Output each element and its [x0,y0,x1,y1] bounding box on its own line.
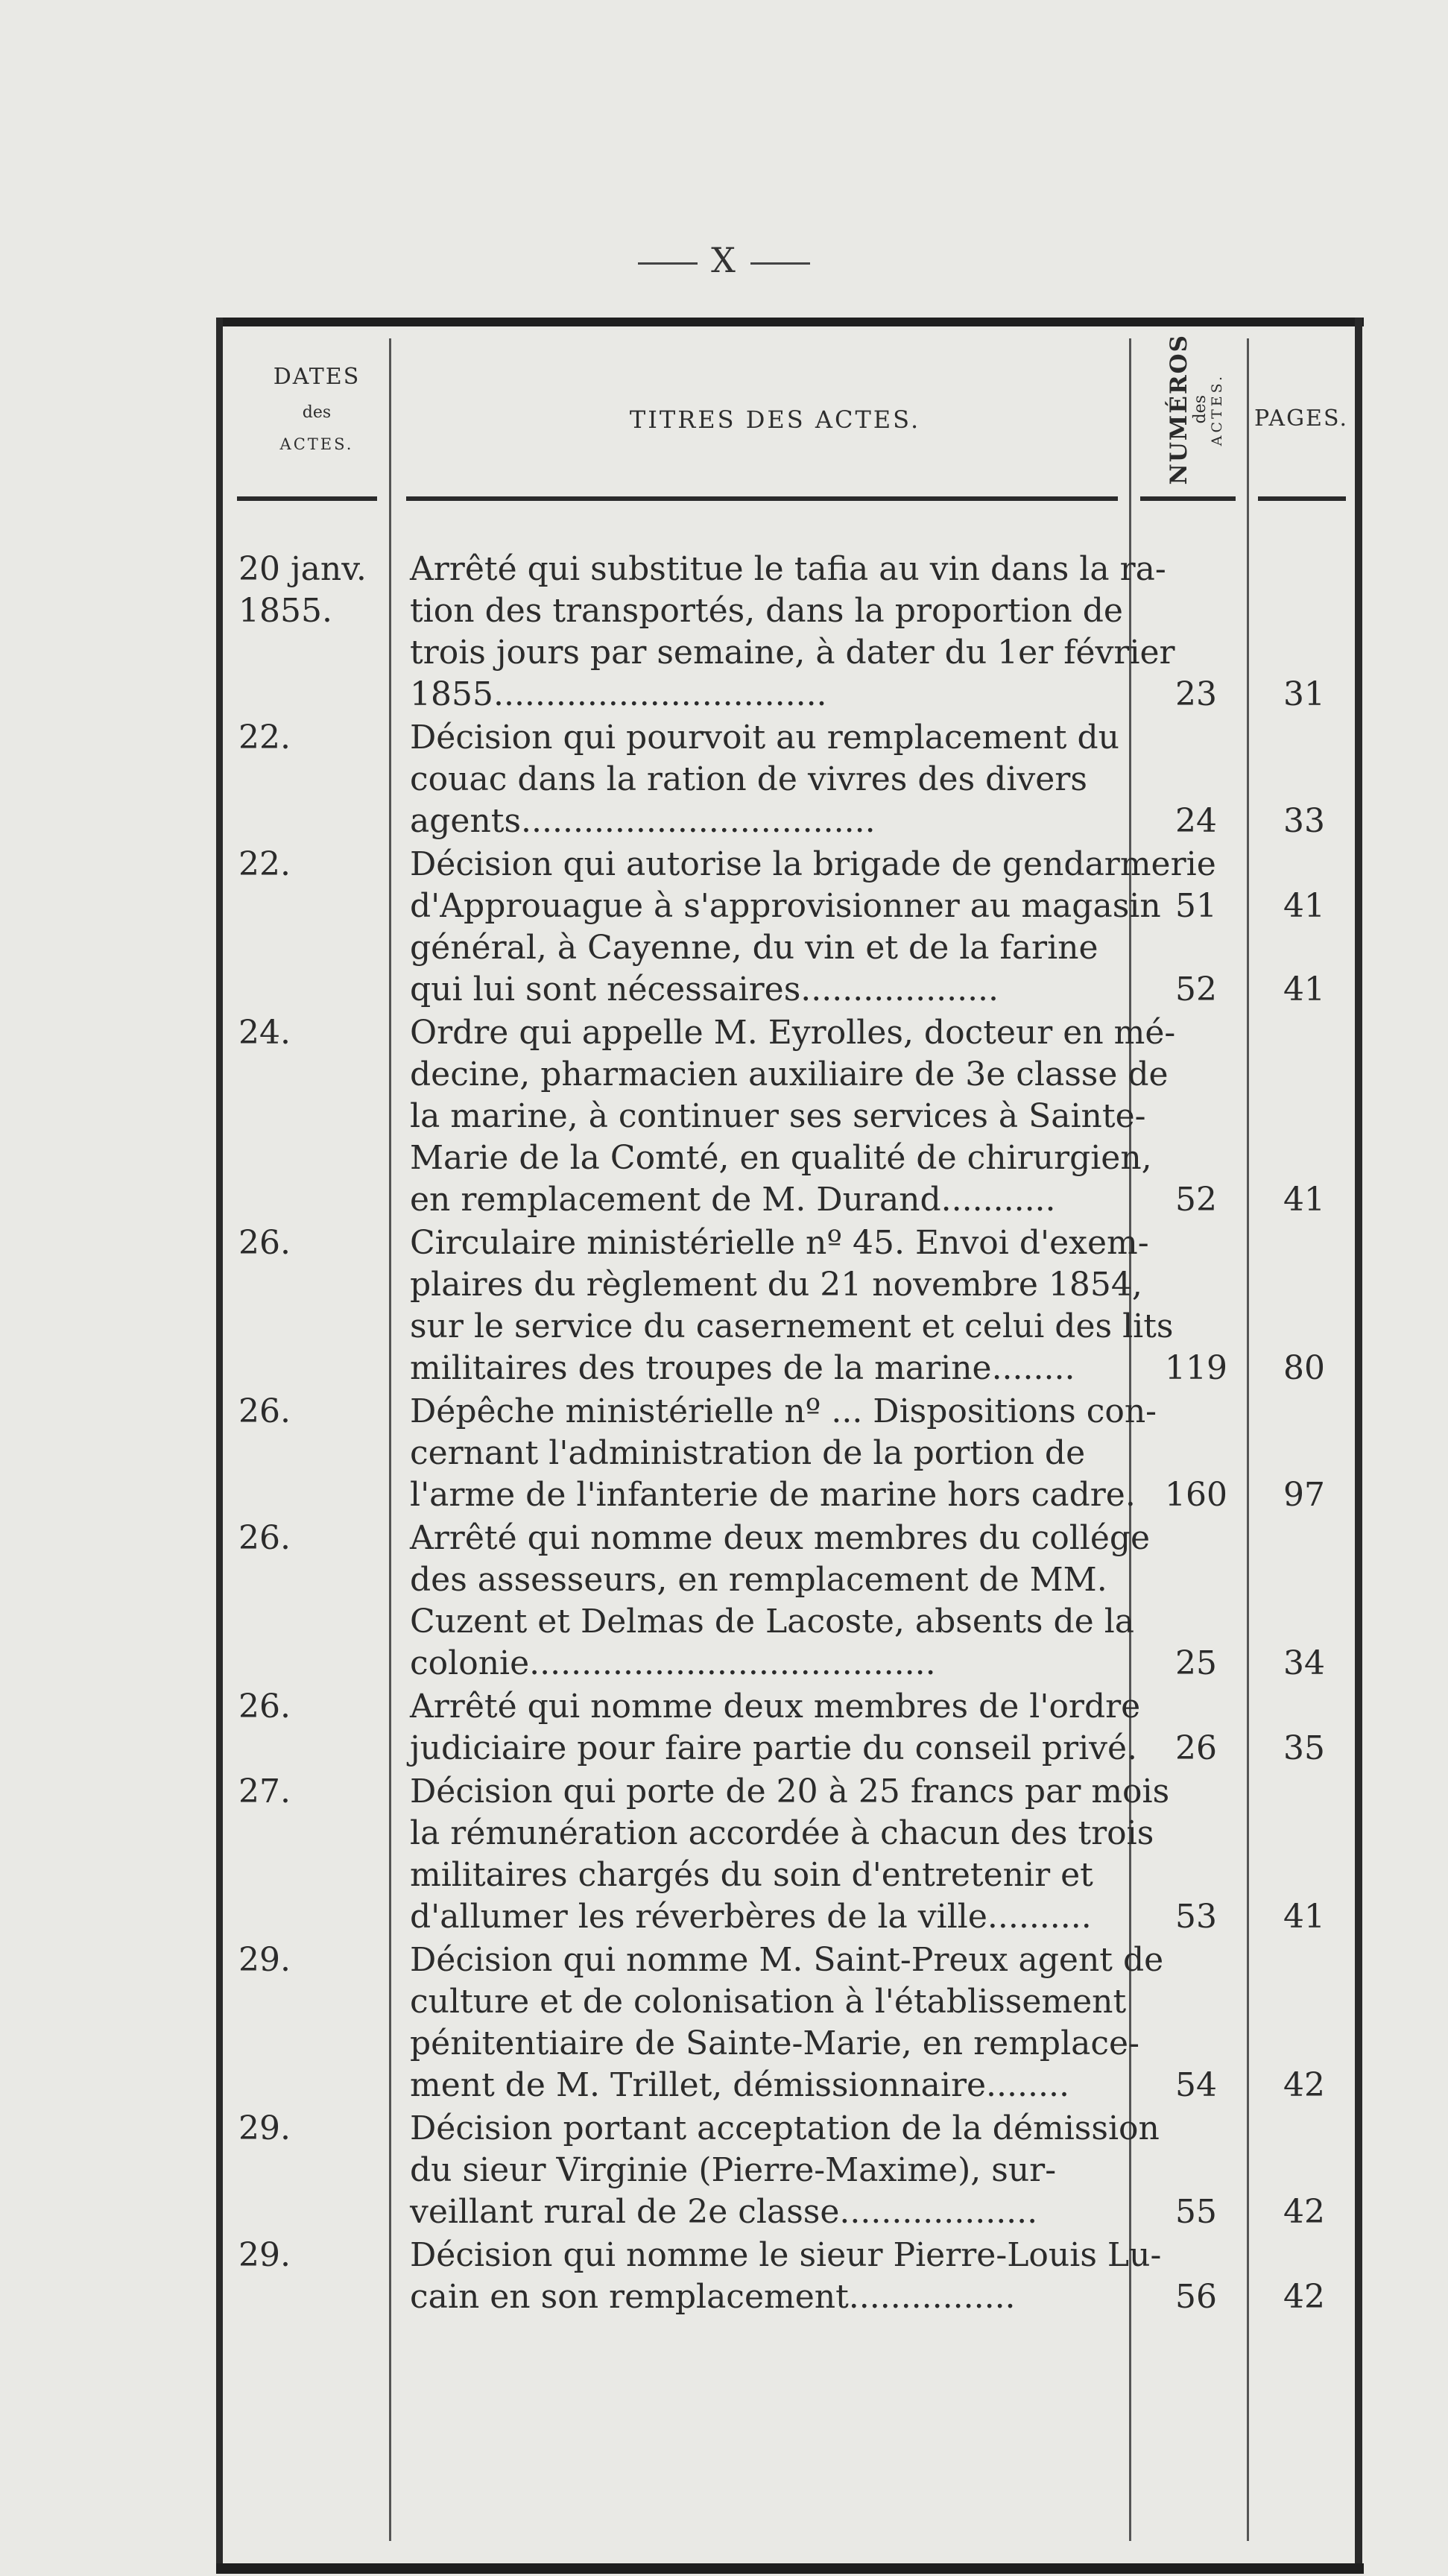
act-date-line: 26. [238,1224,291,1262]
act-date [238,1686,388,1728]
act-title [410,1686,1141,1770]
acts-table [216,318,1364,2576]
act-number: 54 [1175,2066,1217,2104]
act-date-year: 1855. [238,592,332,630]
act-title-line: Marie de la Comté, en qualité de chirurgien, [410,1139,1152,1177]
act-date-line: 27. [238,1772,291,1811]
act-number: 51 [1175,887,1217,925]
act-title-line: colonie....................................... [410,1644,936,1682]
page-number-dash-left [638,262,698,265]
act-title-line: agents.................................. [410,802,876,840]
act-number: 55 [1175,2193,1217,2231]
act-page: 42 [1283,2278,1325,2316]
header-rule-pages [1258,496,1346,501]
table-top-rule [216,318,1364,326]
act-title-line: cain en son remplacement................ [410,2278,1016,2316]
act-title-line: la marine, à continuer ses services à Sainte- [410,1097,1146,1135]
act-page: 42 [1283,2193,1325,2231]
act-title-line: sur le service du casernement et celui des lits [410,1307,1174,1345]
act-title-line: des assesseurs, en remplacement de MM. [410,1561,1107,1599]
act-date [238,549,388,632]
act-title-line: decine, pharmacien auxiliaire de 3e classe de [410,1055,1169,1093]
act-number: 25 [1175,1644,1217,1682]
table-row [216,1222,1364,1389]
act-number: 119 [1165,1349,1227,1387]
table-row [216,549,1364,716]
header-dates-line2: des [302,403,332,422]
act-title-line: d'allumer les réverbères de la ville.......... [410,1898,1092,1936]
act-title-line: plaires du règlement du 21 novembre 1854, [410,1266,1142,1304]
act-title-line: d'Approuague à s'approvisionner au magasin [410,887,1161,925]
table-bottom-rule [216,2563,1364,2574]
act-date [238,1939,388,1981]
act-title [410,1518,1151,1685]
act-date-line: 29. [238,1941,291,1979]
act-title-line: judiciaire pour faire partie du conseil privé. [410,1729,1138,1767]
header-dates [231,364,402,453]
header-numeros-line3: ACTES. [1209,373,1225,446]
act-date [238,1771,388,1813]
act-title-line: cernant l'administration de la portion de [410,1434,1086,1472]
act-number: 53 [1175,1898,1217,1936]
act-title-line: Décision portant acceptation de la démission [410,2109,1160,2147]
table-row [216,1686,1364,1770]
act-title-line: Décision qui pourvoit au remplacement du [410,719,1119,757]
act-number: 23 [1175,675,1217,713]
act-title [410,1391,1157,1516]
act-title-line: ment de M. Trillet, démissionnaire........ [410,2066,1069,2104]
act-title-line: Circulaire ministérielle nº 45. Envoi d'exem- [410,1224,1149,1262]
table-row [216,2108,1364,2233]
act-title-line: la rémunération accordée à chacun des trois [410,1814,1154,1852]
act-title-line: veillant rural de 2e classe................... [410,2193,1038,2231]
act-page: 41 [1283,1898,1325,1936]
act-page: 33 [1283,802,1325,840]
act-page: 41 [1283,887,1325,925]
header-pages: PAGES. [1254,405,1348,432]
table-row [216,1012,1364,1221]
header-numeros [1140,334,1252,485]
act-page: 80 [1283,1349,1325,1387]
act-date [238,1012,388,1054]
act-date [238,2235,388,2276]
act-title-line: pénitentiaire de Sainte-Marie, en remplace- [410,2024,1139,2062]
act-number: 56 [1175,2278,1217,2316]
act-title-line: militaires des troupes de la marine........ [410,1349,1075,1387]
act-title-line: Arrêté qui substitue le tafia au vin dans la ra- [410,550,1166,588]
act-page: 97 [1283,1476,1325,1514]
header-numeros-line1: NUMÉROS [1166,334,1192,485]
act-page: 41 [1283,1181,1325,1219]
act-date [238,1222,388,1264]
table-row [216,844,1364,1011]
act-date [238,1518,388,1559]
act-date [238,844,388,886]
table-row [216,717,1364,842]
act-title-line: Arrêté qui nomme deux membres de l'ordre [410,1688,1141,1726]
act-title-line: Décision qui porte de 20 à 25 francs par mois [410,1772,1170,1811]
act-date-line: 24. [238,1014,291,1052]
header-rule-titles [406,496,1118,501]
table-row [216,1391,1364,1516]
act-title-line: Ordre qui appelle M. Eyrolles, docteur en mé- [410,1014,1176,1052]
act-title-line: général, à Cayenne, du vin et de la farine [410,929,1098,967]
act-date-line: 26. [238,1519,291,1557]
act-title [410,1939,1164,2106]
act-title-line: en remplacement de M. Durand........... [410,1181,1056,1219]
act-date-line: 29. [238,2109,291,2147]
act-title-line: Arrêté qui nomme deux membres du collége [410,1519,1151,1557]
act-title-line: trois jours par semaine, à dater du 1er février [410,634,1175,672]
header-rule-dates [237,496,377,501]
act-title-line: Décision qui nomme M. Saint-Preux agent de [410,1941,1164,1979]
act-title-line: l'arme de l'infanterie de marine hors cadre. [410,1476,1136,1514]
page-number-dash-right [750,262,810,265]
act-page: 35 [1283,1729,1325,1767]
act-title [410,1771,1170,1938]
act-title [410,1012,1176,1221]
act-title [410,549,1175,716]
header-dates-line1: DATES [273,364,361,390]
act-title [410,2108,1160,2233]
page-number [0,240,1448,280]
table-row [216,1518,1364,1685]
act-title-line: culture et de colonisation à l'établissement [410,1983,1127,2021]
act-date [238,1391,388,1433]
act-title-line: Décision qui nomme le sieur Pierre-Louis Lu- [410,2236,1162,2274]
act-title-line: Cuzent et Delmas de Lacoste, absents de la [410,1603,1134,1641]
act-date-line: 20 janv. [238,550,367,588]
act-page-secondary: 41 [1283,970,1325,1008]
act-page: 34 [1283,1644,1325,1682]
act-number: 24 [1175,802,1217,840]
act-title-line: couac dans la ration de vivres des divers [410,760,1087,798]
act-title [410,717,1125,842]
act-date [238,2108,388,2150]
act-page: 31 [1283,675,1325,713]
act-title-line: 1855................................ [410,675,827,713]
act-title [410,2235,1162,2318]
act-title-line: qui lui sont nécessaires................... [410,970,999,1008]
act-number: 26 [1175,1729,1217,1767]
page-number-text: X [711,240,737,280]
act-date-line: 22. [238,719,291,757]
act-title-line: du sieur Virginie (Pierre-Maxime), sur- [410,2151,1057,2189]
act-title-line: tion des transportés, dans la proportion de [410,592,1123,630]
table-row [216,1771,1364,1938]
act-number: 52 [1175,1181,1217,1219]
act-title-line: militaires chargés du soin d'entretenir et [410,1856,1093,1894]
act-date [238,717,388,759]
header-rule-numeros [1140,496,1236,501]
act-date-line: 29. [238,2236,291,2274]
act-number-secondary: 52 [1175,970,1217,1008]
header-dates-line3: ACTES. [279,435,354,453]
table-row [216,2235,1364,2318]
act-number: 160 [1165,1476,1227,1514]
act-title-line: Dépêche ministérielle nº ... Dispositions con- [410,1392,1157,1430]
act-page: 42 [1283,2066,1325,2104]
header-titles: TITRES DES ACTES. [629,405,921,434]
act-date-line: 26. [238,1392,291,1430]
header-numeros-line2: des [1191,395,1210,424]
act-title [410,1222,1174,1389]
act-date-line: 22. [238,845,291,883]
table-row [216,1939,1364,2106]
act-date-line: 26. [238,1688,291,1726]
act-title-line: Décision qui autorise la brigade de gendarmerie [410,845,1216,883]
